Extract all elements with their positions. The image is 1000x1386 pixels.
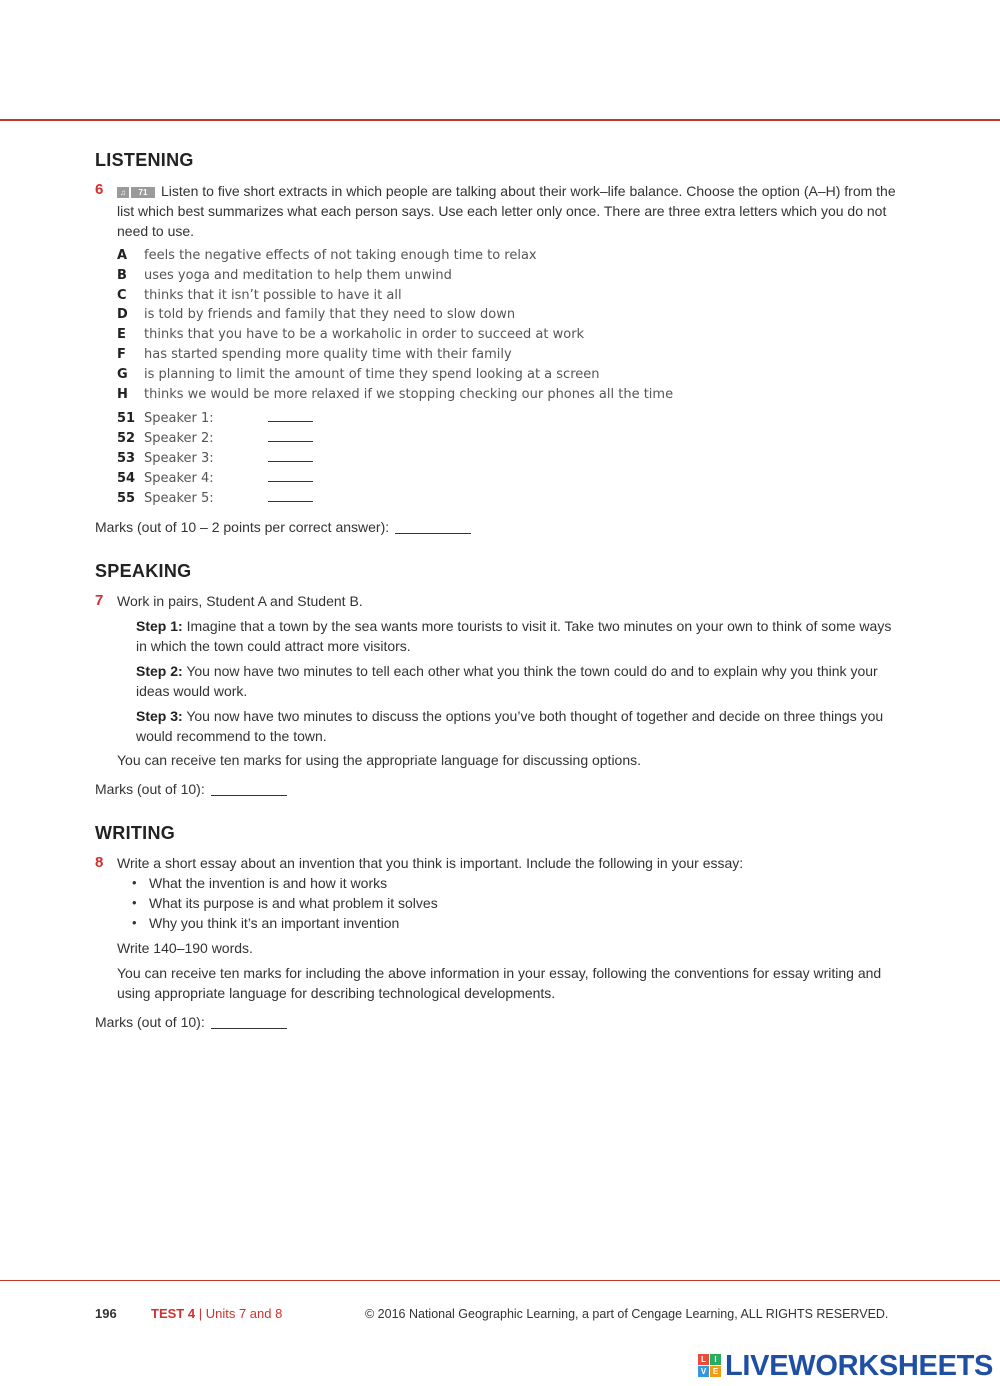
listening-heading: LISTENING xyxy=(95,150,194,170)
step-2 xyxy=(136,661,905,701)
listening-marks xyxy=(95,517,905,537)
item-number: 51 xyxy=(117,411,136,427)
logo-block: L xyxy=(698,1354,709,1365)
option-letter: G xyxy=(117,366,128,382)
bullet-icon: • xyxy=(132,915,137,931)
speaker-label: Speaker 4: xyxy=(144,470,214,486)
option-letter: C xyxy=(117,287,127,303)
writing-note: You can receive ten marks for including the above information in your essay, following the conventions for essay writing and using appropriate language for describing technological developments. xyxy=(117,965,882,1002)
marks-label: Marks (out of 10 – 2 points per correct answer): xyxy=(95,519,390,536)
logo-block: I xyxy=(710,1354,721,1365)
question-7 xyxy=(95,591,905,611)
speaker-label: Speaker 2: xyxy=(144,431,214,447)
liveworksheets-logo[interactable] xyxy=(698,1351,993,1381)
option-item xyxy=(117,305,905,325)
step-3 xyxy=(136,706,905,746)
audio-track-number: 71 xyxy=(131,187,155,198)
option-item xyxy=(117,325,905,345)
speaker-label: Speaker 3: xyxy=(144,450,214,466)
marks-label: Marks (out of 10): xyxy=(95,1014,205,1031)
answer-blank-54[interactable] xyxy=(268,470,313,482)
word-count: Write 140–190 words. xyxy=(117,940,253,957)
item-number: 55 xyxy=(117,490,136,506)
question-instruction: Write a short essay about an invention that you think is important. Include the following in your essay: xyxy=(117,855,744,872)
speaker-row xyxy=(117,409,905,429)
step-text: Imagine that a town by the sea wants more tourists to visit it. Take two minutes on your own to think of some ways in which the town could attract more visitors. xyxy=(136,618,892,655)
answer-blank-51[interactable] xyxy=(268,410,313,422)
option-text: is told by friends and family that they need to slow down xyxy=(144,307,516,323)
question-number: 8 xyxy=(95,854,104,872)
speaker-row xyxy=(117,469,905,489)
option-text: feels the negative effects of not taking enough time to relax xyxy=(144,248,537,263)
writing-marks xyxy=(95,1012,905,1032)
step-text: You now have two minutes to tell each other what you think the town could do and to explain why you think your ideas would work. xyxy=(136,663,878,700)
option-letter: H xyxy=(117,386,128,402)
speaker-answers xyxy=(117,409,905,508)
speaking-section xyxy=(95,561,905,799)
question-8 xyxy=(95,853,905,873)
option-text: uses yoga and meditation to help them unwind xyxy=(144,267,452,283)
question-instruction: Work in pairs, Student A and Student B. xyxy=(117,593,363,610)
speaker-row xyxy=(117,429,905,449)
option-text: thinks that it isn’t possible to have it all xyxy=(144,287,402,303)
bullet-icon: • xyxy=(132,895,137,911)
option-item xyxy=(117,246,905,266)
bottom-divider xyxy=(0,1280,1000,1281)
logo-blocks-icon xyxy=(698,1354,722,1378)
option-letter: F xyxy=(117,346,126,362)
marks-blank[interactable] xyxy=(211,782,287,796)
step-label: Step 2: xyxy=(136,663,183,680)
option-letter: D xyxy=(117,307,128,323)
answer-blank-52[interactable] xyxy=(268,430,313,442)
logo-block: V xyxy=(698,1366,709,1377)
question-number: 7 xyxy=(95,592,104,610)
logo-wordmark: LIVEWORKSHEETS xyxy=(725,1350,994,1382)
page-footer xyxy=(95,1304,915,1324)
step-text: You now have two minutes to discuss the options you’ve both thought of together and decide on three things you would recommend to the town. xyxy=(136,708,884,745)
bullet-item xyxy=(132,873,905,893)
option-letter: B xyxy=(117,267,127,283)
option-letter: A xyxy=(117,248,128,263)
test-label xyxy=(151,1304,282,1324)
top-divider xyxy=(0,119,1000,121)
footer-separator: | xyxy=(198,1306,203,1321)
options-list xyxy=(117,246,905,404)
step-label: Step 1: xyxy=(136,618,183,635)
answer-blank-55[interactable] xyxy=(268,490,313,502)
question-6 xyxy=(95,180,905,241)
speaking-note: You can receive ten marks for using the appropriate language for discussing options. xyxy=(117,752,642,769)
marks-blank[interactable] xyxy=(211,1015,287,1029)
question-number: 6 xyxy=(95,181,104,198)
bullet-list xyxy=(132,873,905,933)
option-text: thinks that you have to be a workaholic in order to succeed at work xyxy=(144,327,585,343)
option-item xyxy=(117,266,905,286)
question-instruction: Listen to five short extracts in which people are talking about their work–life balance. Choose the option (A–H) from the list which best summarizes what each person says. Use each letter only once. There are three extra letters which you do not need to use. xyxy=(117,183,896,239)
speaker-row xyxy=(117,489,905,509)
speaker-row xyxy=(117,449,905,469)
writing-section xyxy=(95,823,905,1032)
bullet-item xyxy=(132,913,905,933)
bullet-text: Why you think it’s an important invention xyxy=(149,915,400,932)
speaking-marks xyxy=(95,779,905,799)
answer-blank-53[interactable] xyxy=(268,450,313,462)
bullet-icon: • xyxy=(132,875,137,891)
item-number: 52 xyxy=(117,431,136,447)
speaking-heading: SPEAKING xyxy=(95,561,192,582)
bullet-text: What the invention is and how it works xyxy=(149,875,388,892)
logo-block: E xyxy=(710,1366,721,1377)
item-number: 53 xyxy=(117,450,136,466)
worksheet-content xyxy=(95,150,905,1032)
copyright-notice: © 2016 National Geographic Learning, a part of Cengage Learning, ALL RIGHTS RESERVED. xyxy=(365,1307,889,1321)
step-1 xyxy=(136,616,905,656)
option-item xyxy=(117,345,905,365)
bullet-item xyxy=(132,893,905,913)
option-letter: E xyxy=(117,327,126,343)
audio-icon: ♫ xyxy=(117,187,129,198)
bullet-text: What its purpose is and what problem it solves xyxy=(149,895,438,912)
option-item xyxy=(117,365,905,385)
marks-blank[interactable] xyxy=(395,520,471,534)
marks-label: Marks (out of 10): xyxy=(95,781,205,798)
item-number: 54 xyxy=(117,470,136,486)
writing-heading: WRITING xyxy=(95,823,176,844)
option-item xyxy=(117,286,905,306)
audio-track-badge[interactable] xyxy=(117,180,155,197)
option-text: thinks we would be more relaxed if we stopping checking our phones all the time xyxy=(144,386,674,402)
speaker-label: Speaker 5: xyxy=(144,490,214,506)
page-number: 196 xyxy=(95,1306,117,1321)
option-text: is planning to limit the amount of time they spend looking at a screen xyxy=(144,366,600,382)
units-label: Units 7 and 8 xyxy=(205,1306,283,1321)
listening-section xyxy=(95,150,905,537)
step-label: Step 3: xyxy=(136,708,183,725)
speaker-label: Speaker 1: xyxy=(144,411,214,427)
option-item xyxy=(117,385,905,405)
test-name: TEST 4 xyxy=(151,1306,196,1321)
option-text: has started spending more quality time with their family xyxy=(144,346,512,362)
